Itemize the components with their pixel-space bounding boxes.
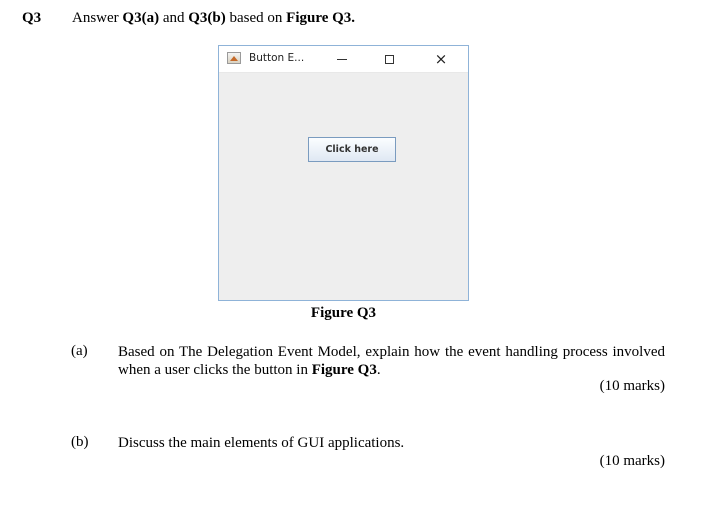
part-a-main: Based on The Delegation Event Model, explain how the event handling process involved when a user clicks the button in <box>118 344 665 378</box>
java-app-icon <box>227 52 241 64</box>
intro-figure: Figure Q3. <box>286 10 356 26</box>
figure-caption: Figure Q3 <box>310 305 377 321</box>
intro-based: based on <box>225 10 287 26</box>
part-a-text <box>118 343 665 379</box>
part-a-end: . <box>376 362 381 378</box>
window-title: Button E... <box>249 52 305 64</box>
intro-prefix: Answer <box>72 10 123 26</box>
minimize-button[interactable] <box>327 49 357 69</box>
intro-and: and <box>159 10 189 26</box>
intro-part-a: Q3(a) <box>122 10 160 26</box>
part-b-marks: (10 marks) <box>599 453 665 469</box>
window-titlebar[interactable] <box>219 46 468 73</box>
click-here-button[interactable]: Click here <box>308 137 396 162</box>
close-icon: × <box>434 49 448 68</box>
part-a-marks: (10 marks) <box>599 378 665 394</box>
question-intro <box>72 10 355 27</box>
minimize-icon <box>337 59 347 60</box>
maximize-button[interactable] <box>374 49 404 69</box>
question-number: Q3 <box>22 10 42 26</box>
close-button[interactable] <box>426 49 456 69</box>
java-window-figure <box>218 45 469 301</box>
part-a-label: (a) <box>71 343 88 359</box>
part-b-label: (b) <box>71 434 89 450</box>
intro-part-b: Q3(b) <box>188 10 226 26</box>
part-b-text: Discuss the main elements of GUI applications. <box>118 435 405 451</box>
part-a-figure-ref: Figure Q3 <box>311 362 377 378</box>
maximize-icon <box>385 55 394 64</box>
